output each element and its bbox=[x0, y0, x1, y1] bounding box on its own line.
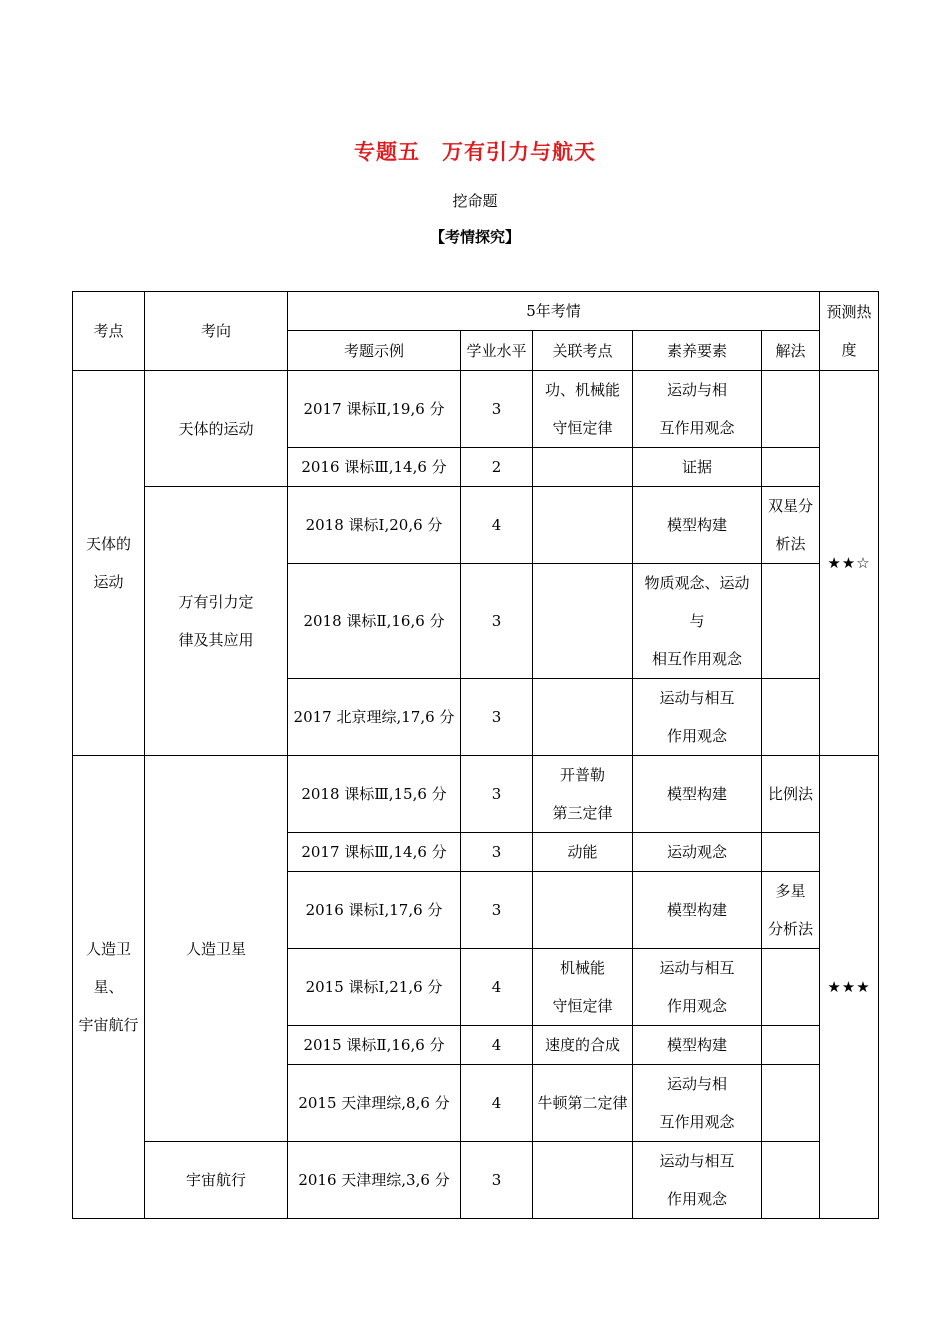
level-cell: 2 bbox=[461, 448, 533, 487]
level-cell: 3 bbox=[461, 756, 533, 833]
kaoxiang-cell bbox=[145, 1142, 288, 1219]
literacy-line: 互作用观念 bbox=[659, 419, 735, 437]
literacy-line: 运动与相 bbox=[666, 1075, 727, 1093]
kaoxiang-line: 天体的运动 bbox=[178, 419, 254, 438]
literacy-cell: 运动观念 bbox=[633, 833, 762, 872]
related-cell bbox=[533, 1142, 633, 1219]
related-cell bbox=[533, 487, 633, 564]
literacy-cell bbox=[633, 679, 762, 756]
related-line: 守恒定律 bbox=[552, 419, 613, 437]
table-row bbox=[73, 487, 879, 564]
literacy-line: 运动与相 bbox=[666, 381, 727, 399]
related-line: 开普勒 bbox=[559, 766, 605, 784]
example-cell: 2017 课标Ⅱ,19,6 分 bbox=[288, 371, 461, 448]
method-cell bbox=[762, 1142, 820, 1219]
level-cell: 3 bbox=[461, 371, 533, 448]
level-cell: 4 bbox=[461, 949, 533, 1026]
header-forecast-line1: 预测热 bbox=[826, 303, 872, 321]
kaodian-line: 运动 bbox=[93, 573, 124, 591]
level-cell: 3 bbox=[461, 1142, 533, 1219]
kaoxiang-line: 万有引力定 bbox=[178, 593, 254, 611]
related-cell bbox=[533, 756, 633, 833]
related-cell: 牛顿第二定律 bbox=[533, 1065, 633, 1142]
method-cell bbox=[762, 1026, 820, 1065]
header-level: 学业水平 bbox=[461, 331, 533, 371]
table-row bbox=[73, 756, 879, 833]
level-cell: 4 bbox=[461, 487, 533, 564]
related-cell bbox=[533, 448, 633, 487]
page-title: 专题五 万有引力与航天 bbox=[354, 140, 596, 164]
kaoxiang-cell bbox=[145, 487, 288, 756]
kaoxiang-cell bbox=[145, 371, 288, 487]
related-cell bbox=[533, 872, 633, 949]
example-cell: 2017 课标Ⅲ,14,6 分 bbox=[288, 833, 461, 872]
method-cell bbox=[762, 679, 820, 756]
literacy-line: 作用观念 bbox=[666, 727, 727, 745]
kaodian-line: 星、 bbox=[93, 978, 124, 996]
literacy-cell: 模型构建 bbox=[633, 1026, 762, 1065]
example-cell: 2015 天津理综,8,6 分 bbox=[288, 1065, 461, 1142]
header-literacy: 素养要素 bbox=[633, 331, 762, 371]
kaoxiang-line: 人造卫星 bbox=[185, 939, 246, 958]
example-cell: 2016 课标Ⅲ,14,6 分 bbox=[288, 448, 461, 487]
related-line: 守恒定律 bbox=[552, 997, 613, 1015]
example-cell: 2018 课标Ⅲ,15,6 分 bbox=[288, 756, 461, 833]
literacy-line: 互作用观念 bbox=[659, 1113, 735, 1131]
literacy-line: 与 bbox=[689, 612, 705, 630]
related-cell bbox=[533, 564, 633, 679]
header-related: 关联考点 bbox=[533, 331, 633, 371]
level-cell: 3 bbox=[461, 872, 533, 949]
method-cell bbox=[762, 949, 820, 1026]
literacy-cell: 证据 bbox=[633, 448, 762, 487]
literacy-line: 相互作用观念 bbox=[651, 650, 742, 668]
literacy-line: 作用观念 bbox=[666, 1190, 727, 1208]
header-forecast-line2: 度 bbox=[841, 341, 857, 359]
example-cell: 2017 北京理综,17,6 分 bbox=[288, 679, 461, 756]
level-cell: 3 bbox=[461, 564, 533, 679]
kaodian-cell bbox=[73, 756, 145, 1219]
method-line: 多星 bbox=[775, 882, 806, 900]
example-cell: 2018 课标Ⅰ,20,6 分 bbox=[288, 487, 461, 564]
method-line: 析法 bbox=[775, 535, 806, 553]
kaodian-line: 天体的 bbox=[85, 535, 131, 553]
literacy-cell: 模型构建 bbox=[633, 487, 762, 564]
literacy-line: 作用观念 bbox=[666, 997, 727, 1015]
table-row bbox=[73, 371, 879, 448]
method-cell bbox=[762, 487, 820, 564]
header-example: 考题示例 bbox=[288, 331, 461, 371]
related-line: 机械能 bbox=[559, 959, 605, 977]
example-cell: 2015 课标Ⅰ,21,6 分 bbox=[288, 949, 461, 1026]
method-line: 分析法 bbox=[768, 920, 814, 938]
method-line: 双星分 bbox=[768, 497, 814, 515]
method-cell bbox=[762, 564, 820, 679]
method-cell bbox=[762, 448, 820, 487]
literacy-line: 运动与相互 bbox=[659, 959, 735, 977]
literacy-cell bbox=[633, 1142, 762, 1219]
level-cell: 3 bbox=[461, 833, 533, 872]
literacy-line: 物质观念、运动 bbox=[644, 574, 750, 592]
forecast-stars: ★★★ bbox=[820, 756, 879, 1219]
header-method: 解法 bbox=[762, 331, 820, 371]
method-cell bbox=[762, 371, 820, 448]
related-line: 第三定律 bbox=[552, 804, 613, 822]
related-cell: 动能 bbox=[533, 833, 633, 872]
related-line: 功、机械能 bbox=[544, 381, 620, 399]
example-cell: 2016 课标Ⅰ,17,6 分 bbox=[288, 872, 461, 949]
literacy-cell bbox=[633, 371, 762, 448]
example-cell: 2018 课标Ⅱ,16,6 分 bbox=[288, 564, 461, 679]
literacy-cell bbox=[633, 949, 762, 1026]
example-cell: 2015 课标Ⅱ,16,6 分 bbox=[288, 1026, 461, 1065]
example-cell: 2016 天津理综,3,6 分 bbox=[288, 1142, 461, 1219]
kaoxiang-line: 宇宙航行 bbox=[185, 1171, 246, 1189]
table-row bbox=[73, 1142, 879, 1219]
literacy-cell bbox=[633, 1065, 762, 1142]
literacy-cell: 模型构建 bbox=[633, 756, 762, 833]
section-heading: 【考情探究】 bbox=[429, 228, 520, 246]
literacy-cell: 模型构建 bbox=[633, 872, 762, 949]
literacy-cell bbox=[633, 564, 762, 679]
subtitle: 挖命题 bbox=[452, 192, 498, 210]
header-forecast bbox=[820, 292, 879, 371]
related-cell bbox=[533, 949, 633, 1026]
kaoxiang-line: 律及其应用 bbox=[178, 631, 254, 649]
related-cell bbox=[533, 679, 633, 756]
method-cell bbox=[762, 1065, 820, 1142]
kaodian-line: 宇宙航行 bbox=[78, 1016, 139, 1034]
literacy-line: 运动与相互 bbox=[659, 689, 735, 707]
related-cell bbox=[533, 371, 633, 448]
level-cell: 4 bbox=[461, 1065, 533, 1142]
header-five-year: 5年考情 bbox=[288, 292, 820, 331]
level-cell: 4 bbox=[461, 1026, 533, 1065]
kaodian-line: 人造卫 bbox=[85, 940, 131, 958]
method-cell bbox=[762, 872, 820, 949]
literacy-line: 运动与相互 bbox=[659, 1152, 735, 1170]
method-cell bbox=[762, 833, 820, 872]
header-kaodian: 考点 bbox=[73, 292, 145, 371]
kaodian-cell bbox=[73, 371, 145, 756]
kaoxiang-cell bbox=[145, 756, 288, 1142]
related-cell: 速度的合成 bbox=[533, 1026, 633, 1065]
method-cell: 比例法 bbox=[762, 756, 820, 833]
level-cell: 3 bbox=[461, 679, 533, 756]
forecast-stars: ★★☆ bbox=[820, 371, 879, 756]
exam-analysis-table bbox=[72, 291, 879, 1219]
header-kaoxiang: 考向 bbox=[145, 292, 288, 371]
